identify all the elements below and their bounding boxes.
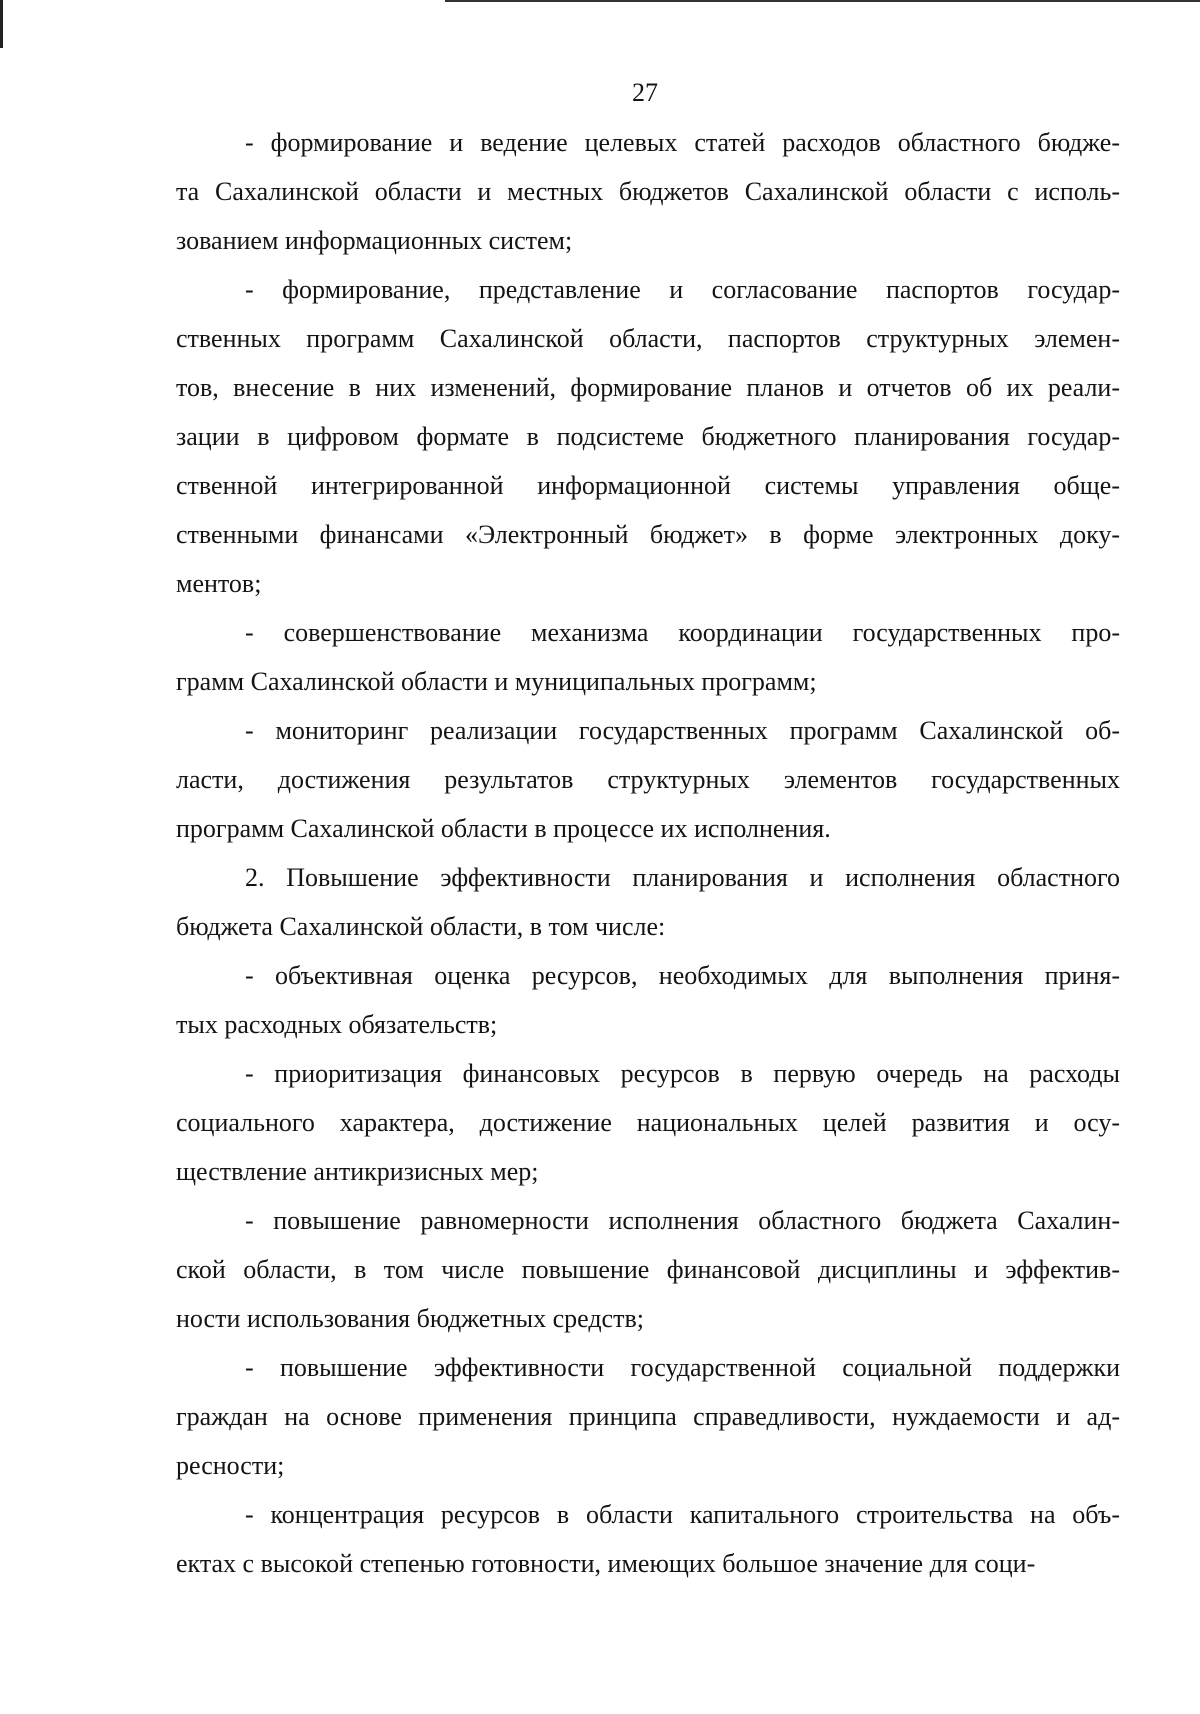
document-body	[176, 118, 1120, 1588]
text-line: социального характера, достижение национальных целей развития и осу-	[176, 1108, 1120, 1137]
text-line: зованием информационных систем;	[176, 226, 573, 255]
text-line: бюджета Сахалинской области, в том числе:	[176, 912, 666, 941]
scan-edge-top	[445, 0, 1200, 2]
text-line: программ Сахалинской области в процессе их исполнения.	[176, 814, 831, 843]
paragraph	[176, 1196, 1120, 1343]
paragraph	[176, 265, 1120, 608]
paragraph	[176, 1049, 1120, 1196]
paragraph	[176, 608, 1120, 706]
text-line: тых расходных обязательств;	[176, 1010, 498, 1039]
text-line: ласти, достижения результатов структурных элементов государственных	[176, 765, 1120, 794]
paragraph	[176, 951, 1120, 1049]
text-line: ности использования бюджетных средств;	[176, 1304, 644, 1333]
text-line: - концентрация ресурсов в области капитального строительства на объ-	[245, 1500, 1120, 1529]
text-line: ственной интегрированной информационной системы управления обще-	[176, 471, 1120, 500]
scan-edge-left	[0, 0, 3, 48]
paragraph	[176, 1343, 1120, 1490]
page-number: 27	[632, 78, 658, 107]
text-line: - формирование, представление и согласование паспортов государ-	[245, 275, 1120, 304]
text-line: ской области, в том числе повышение финансовой дисциплины и эффектив-	[176, 1255, 1120, 1284]
text-line: ресности;	[176, 1451, 285, 1480]
text-line: ственных программ Сахалинской области, паспортов структурных элемен-	[176, 324, 1120, 353]
text-line: - приоритизация финансовых ресурсов в первую очередь на расходы	[245, 1059, 1120, 1088]
text-line: тов, внесение в них изменений, формирование планов и отчетов об их реали-	[176, 373, 1120, 402]
paragraph	[176, 853, 1120, 951]
text-line: грамм Сахалинской области и муниципальных программ;	[176, 667, 817, 696]
paragraph	[176, 706, 1120, 853]
text-line: - повышение равномерности исполнения областного бюджета Сахалин-	[245, 1206, 1120, 1235]
paragraph	[176, 1490, 1120, 1588]
text-line: - объективная оценка ресурсов, необходимых для выполнения приня-	[245, 961, 1120, 990]
text-line: граждан на основе применения принципа справедливости, нуждаемости и ад-	[176, 1402, 1120, 1431]
text-line: ственными финансами «Электронный бюджет» в форме электронных доку-	[176, 520, 1120, 549]
text-line: ществление антикризисных мер;	[176, 1157, 539, 1186]
text-line: та Сахалинской области и местных бюджетов Сахалинской области с исполь-	[176, 177, 1120, 206]
text-line: 2. Повышение эффективности планирования и исполнения областного	[245, 863, 1120, 892]
text-line: - повышение эффективности государственной социальной поддержки	[245, 1353, 1120, 1382]
text-line: - совершенствование механизма координации государственных про-	[245, 618, 1120, 647]
paragraph	[176, 118, 1120, 265]
text-line: зации в цифровом формате в подсистеме бюджетного планирования государ-	[176, 422, 1120, 451]
text-line: ментов;	[176, 569, 262, 598]
text-line: - формирование и ведение целевых статей расходов областного бюдже-	[245, 128, 1120, 157]
text-line: - мониторинг реализации государственных программ Сахалинской об-	[245, 716, 1120, 745]
text-line: ектах с высокой степенью готовности, имеющих большое значение для соци-	[176, 1549, 1036, 1578]
